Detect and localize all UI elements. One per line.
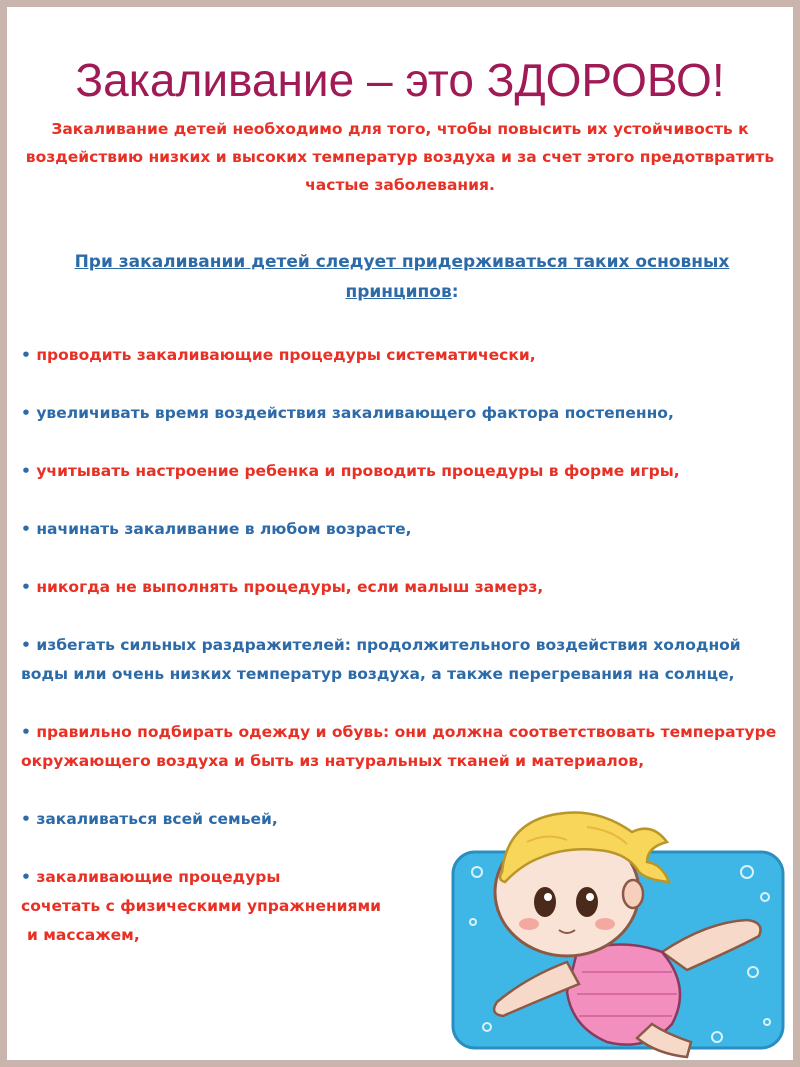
list-item <box>21 631 791 689</box>
list-item-text: учитывать настроение ребенка и проводить процедуры в форме игры, <box>36 462 680 480</box>
bullet-icon: • <box>21 868 31 886</box>
swimming-child-illustration <box>447 802 793 1064</box>
principles-heading-text: При закаливании детей следует придерживаться таких основных принципов <box>74 252 730 302</box>
list-item-text: закаливаться всей семьей, <box>36 810 278 828</box>
list-item-text: и массажем, <box>27 926 140 944</box>
page-title: Закаливание – это ЗДОРОВО! <box>75 54 725 106</box>
list-item <box>21 457 791 486</box>
list-item <box>21 718 791 776</box>
list-item-text: сочетать с физическими упражнениями <box>21 897 382 915</box>
list-item <box>21 399 791 428</box>
bullet-icon: • <box>21 462 31 480</box>
bullet-icon: • <box>21 636 31 654</box>
list-item <box>21 573 791 602</box>
list-item-text: закаливающие процедуры <box>36 868 281 886</box>
list-item <box>21 341 791 370</box>
bullet-icon: • <box>21 723 31 741</box>
bullet-icon: • <box>21 404 31 422</box>
bullet-icon: • <box>21 520 31 538</box>
list-item <box>21 515 791 544</box>
list-item-text: правильно подбирать одежду и обувь: они должна соответствовать температуре окружающего воздуха и быть из натуральных тканей и материалов, <box>21 723 777 770</box>
list-item-text: избегать сильных раздражителей: продолжительного воздействия холодной воды или очень низких температур воздуха, а также перегревания на солнце, <box>21 636 741 683</box>
list-item-text: проводить закаливающие процедуры систематически, <box>36 346 536 364</box>
principles-heading <box>37 247 767 307</box>
list-item-text: начинать закаливание в любом возрасте, <box>36 520 412 538</box>
bullet-icon: • <box>21 346 31 364</box>
principles-heading-colon: : <box>451 282 459 302</box>
bullet-icon: • <box>21 578 31 596</box>
bullet-icon: • <box>21 810 31 828</box>
list-item-text: никогда не выполнять процедуры, если малыш замерз, <box>36 578 544 596</box>
intro-paragraph: Закаливание детей необходимо для того, чтобы повысить их устойчивость к воздействию низких и высоких температур воздуха и за счет этого предотвратить частые заболевания. <box>25 120 775 194</box>
list-item-text: увеличивать время воздействия закаливающего фактора постепенно, <box>36 404 674 422</box>
